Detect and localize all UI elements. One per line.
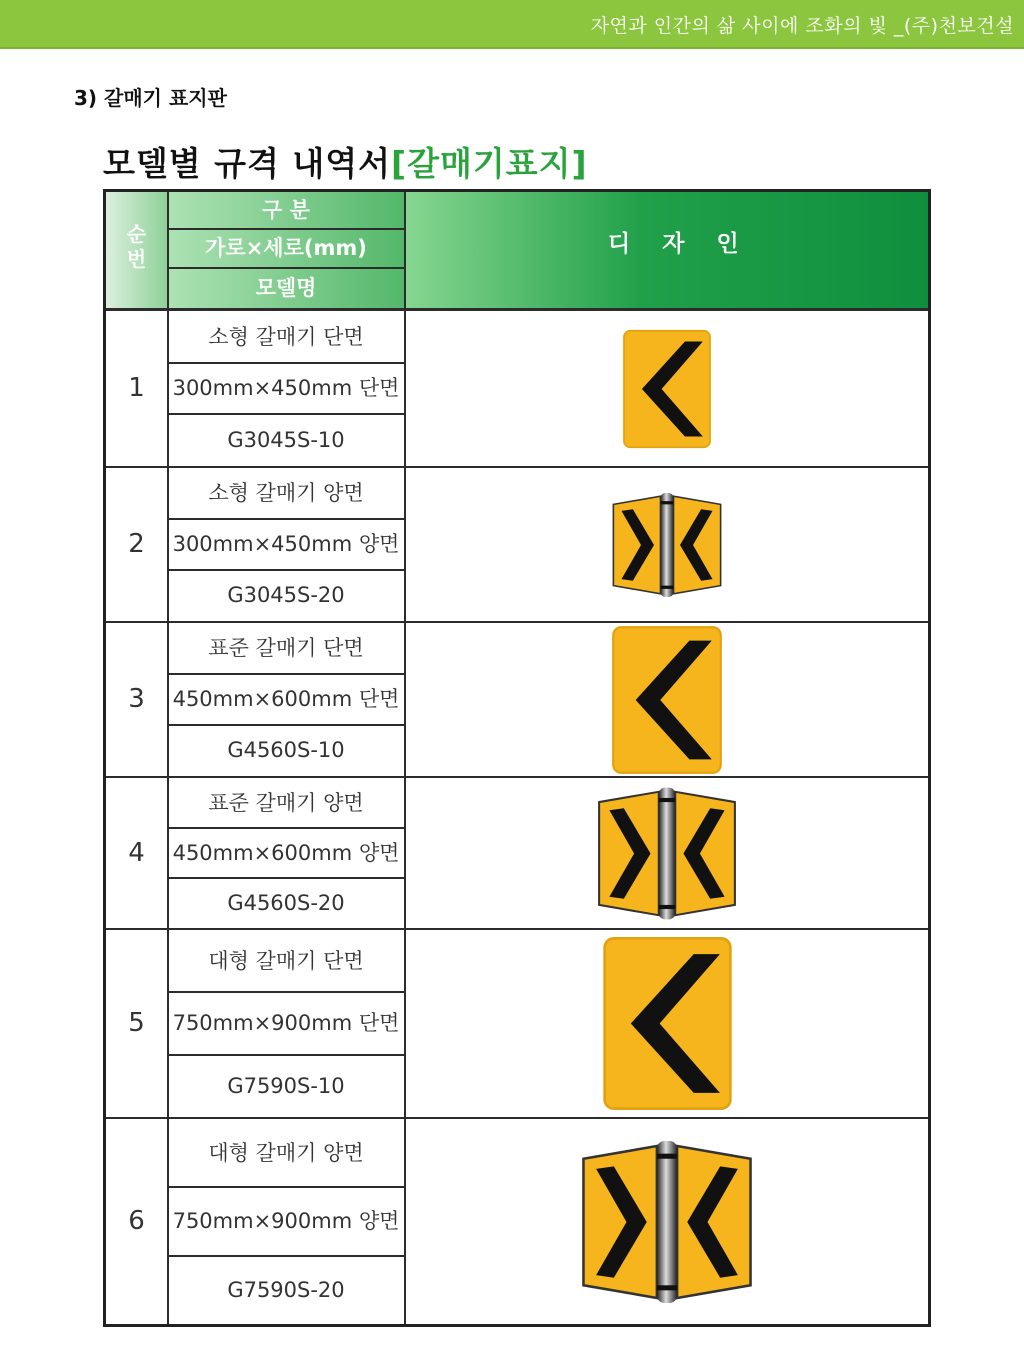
divider	[404, 468, 406, 621]
row-size: 300mm×450mm 단면	[172, 376, 400, 400]
divider	[167, 468, 169, 621]
divider	[168, 877, 404, 879]
top-banner	[0, 0, 1024, 49]
divider	[404, 192, 406, 308]
divider	[167, 778, 169, 928]
divider	[168, 413, 404, 415]
header-model: 모델명	[168, 269, 404, 308]
divider	[168, 267, 404, 269]
divider	[167, 311, 169, 466]
row-type: 표준 갈매기 단면	[208, 636, 364, 660]
divider	[168, 827, 404, 829]
row-size: 450mm×600mm 단면	[172, 687, 400, 711]
row-size: 450mm×600mm 양면	[172, 841, 400, 865]
header-design: 디 자 인	[406, 192, 928, 308]
row-size: 300mm×450mm 양면	[172, 532, 400, 556]
section-heading: 3) 갈매기 표지판	[74, 86, 227, 110]
row-model: G4560S-20	[227, 891, 345, 915]
row-model: G7590S-20	[227, 1278, 345, 1302]
row-type: 소형 갈매기 양면	[208, 481, 364, 505]
divider	[404, 1119, 406, 1324]
divider	[168, 228, 404, 230]
divider	[168, 1054, 404, 1056]
row-type: 대형 갈매기 양면	[208, 1141, 364, 1165]
header-number	[106, 192, 167, 308]
divider	[404, 778, 406, 928]
row-size: 750mm×900mm 양면	[172, 1209, 400, 1233]
divider	[168, 518, 404, 520]
document-title-main: 모델별 규격 내역서	[103, 144, 392, 183]
table-row	[106, 311, 928, 466]
spec-table	[103, 189, 931, 1327]
divider	[168, 569, 404, 571]
row-number: 6	[128, 1206, 145, 1236]
double-chevron-sign-icon	[609, 493, 725, 597]
table-row	[106, 468, 928, 621]
divider	[168, 673, 404, 675]
header-number-label: 순번	[126, 222, 147, 271]
header-type: 구 분	[168, 192, 404, 229]
divider	[168, 1186, 404, 1188]
table-row	[106, 778, 928, 928]
header-size: 가로×세로(mm)	[168, 230, 404, 267]
divider	[167, 192, 169, 308]
single-chevron-sign-icon	[622, 329, 712, 449]
divider	[404, 623, 406, 776]
double-chevron-sign-icon	[595, 781, 739, 926]
divider	[168, 991, 404, 993]
table-row	[106, 930, 928, 1117]
row-size: 750mm×900mm 단면	[172, 1011, 400, 1035]
row-number: 1	[128, 373, 145, 403]
divider	[167, 930, 169, 1117]
table-row	[106, 1119, 928, 1324]
divider	[168, 362, 404, 364]
row-type: 대형 갈매기 단면	[208, 949, 364, 973]
table-header	[106, 192, 928, 308]
row-model: G3045S-20	[227, 583, 345, 607]
divider	[404, 311, 406, 466]
double-chevron-sign-icon	[572, 1141, 762, 1303]
document-title	[103, 138, 588, 185]
divider	[404, 930, 406, 1117]
table-row	[106, 623, 928, 776]
divider	[167, 623, 169, 776]
row-number: 5	[128, 1008, 145, 1038]
header-spec-column	[168, 192, 404, 308]
row-number: 3	[128, 684, 145, 714]
divider	[167, 1119, 169, 1324]
row-model: G7590S-10	[227, 1074, 345, 1098]
row-number: 4	[128, 838, 145, 868]
single-chevron-sign-icon	[602, 935, 733, 1112]
row-model: G3045S-10	[227, 428, 345, 452]
company-tagline: 자연과 인간의 삶 사이에 조화의 빛 _(주)천보건설	[590, 15, 1014, 37]
row-type: 표준 갈매기 양면	[208, 791, 364, 815]
row-model: G4560S-10	[227, 738, 345, 762]
document-title-accent: [갈매기표지]	[391, 144, 588, 183]
divider	[168, 724, 404, 726]
row-number: 2	[128, 529, 145, 559]
divider	[168, 1255, 404, 1257]
single-chevron-sign-icon	[611, 625, 723, 775]
row-type: 소형 갈매기 단면	[208, 325, 364, 349]
